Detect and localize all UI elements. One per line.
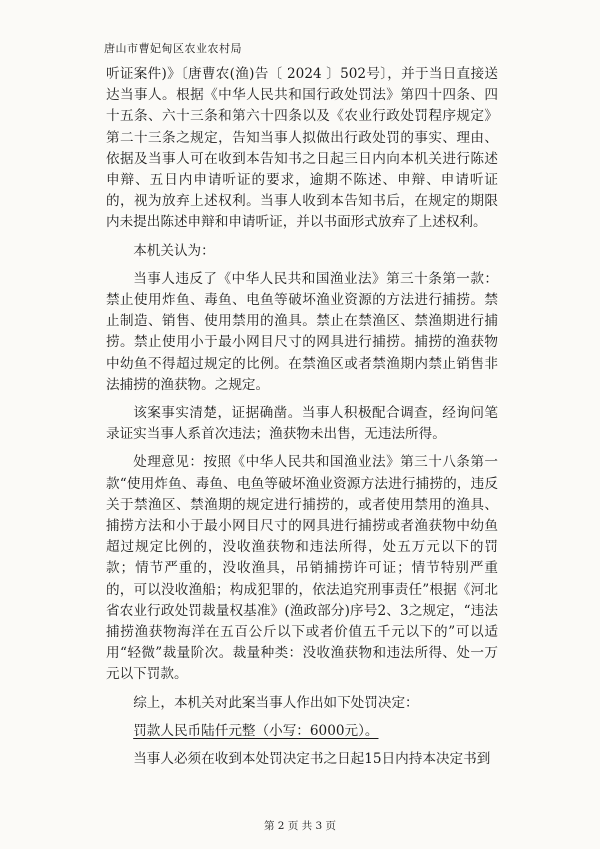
- paragraph-hearing-notice: 听证案件)》〔唐曹农(渔)告〔 2024 〕502号〕，并于当日直接送达当事人。根据《中华人民共和国行政处罚法》第四十四条、四十五条、六十三条和第六十四条以及《农业行政处罚程序规定》第二十三条之规定，告知当事人拟做出行政处罚的事实、理由、依据及当事人可在收到本告知书之日起三日内向本机关进行陈述申辩、五日内申请听证的要求，逾期不陈述、申辩、申请听证的，视为放弃上述权利。当事人收到本告知书后，在规定的期限内未提出陈述申辩和申请听证，并以书面形式放弃了上述权利。: [106, 66, 498, 231]
- page-number-footer: 第 2 页 共 3 页: [263, 820, 337, 832]
- document-body: [106, 64, 498, 777]
- page-header-org: 唐山市曹妃甸区农业农村局: [104, 42, 242, 55]
- paragraph-decision-intro: 综上，本机关对此案当事人作出如下处罚决定：: [133, 694, 419, 711]
- paragraph-facts: 该案事实清楚，证据确凿。当事人积极配合调查，经询问笔录证实当事人系首次违法；渔获物未出售，无违法所得。: [106, 405, 498, 443]
- paragraph-violation: 当事人违反了《中华人民共和国渔业法》第三十条第一款：禁止使用炸鱼、毒鱼、电鱼等破坏渔业资源的方法进行捕捞。禁止制造、销售、使用禁用的渔具。禁止在禁渔区、禁渔期进行捕捞。禁止使用小于最小网目尺寸的网具进行捕捞。捕捞的渔获物中幼鱼不得超过规定的比例。在禁渔区或者禁渔期内禁止销售非法捕捞的渔获物。之规定。: [106, 270, 498, 393]
- paragraph-agency-opinion-heading: 本机关认为：: [133, 242, 215, 259]
- paragraph-payment-deadline: 当事人必须在收到本处罚决定书之日起15日内持本决定书到: [133, 751, 491, 768]
- paragraph-handling-opinion: 处理意见：按照《中华人民共和国渔业法》第三十八条第一款“使用炸鱼、毒鱼、电鱼等破坏渔业资源方法进行捕捞的，违反关于禁渔区、禁渔期的规定进行捕捞的，或者使用禁用的渔具、捕捞方法和小于最小网目尺寸的网具进行捕捞或者渔获物中幼鱼超过规定比例的，没收渔获物和违法所得，处五万元以下的罚款；情节严重的，没收渔具，吊销捕捞许可证；情节特别严重的，可以没收渔船；构成犯罪的，依法追究刑事责任”根据《河北省农业行政处罚裁量权基准》(渔政部分)序号2、3之规定，“违法捕捞渔获物海洋在五百公斤以下或者价值五千元以下的”可以适用“轻微”裁量阶次。裁量种类：没收渔获物和违法所得、处一万元以下罚款。: [106, 454, 498, 683]
- paragraph-penalty: [106, 721, 498, 742]
- penalty-amount: 罚款人民币陆仟元整（小写：6000元）。: [133, 722, 379, 739]
